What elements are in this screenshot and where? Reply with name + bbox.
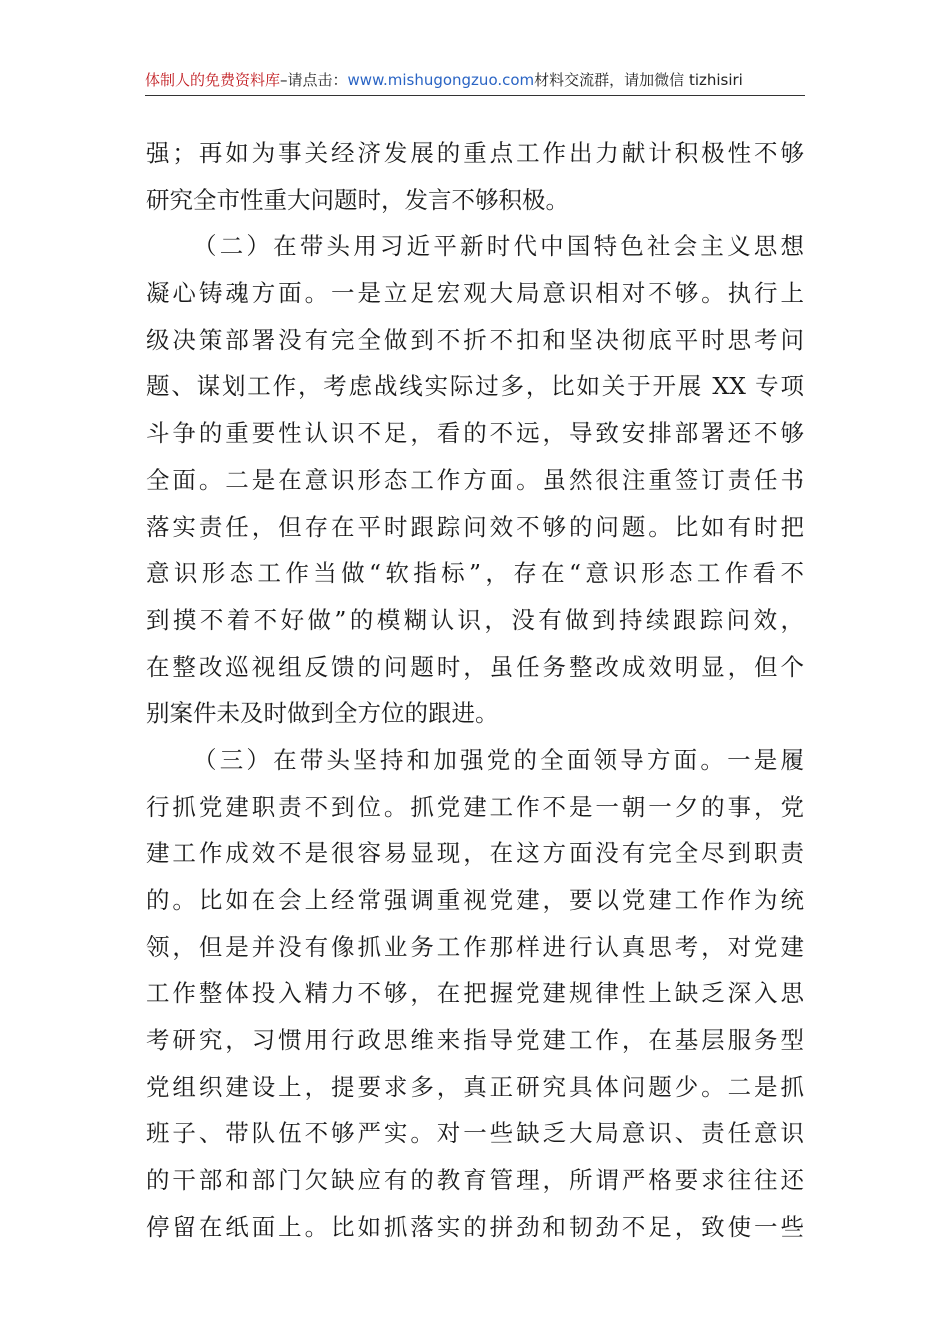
header-contact-text: 材料交流群，请加微信 tizhisiri — [534, 71, 743, 89]
text-line: 斗争的重要性认识不足，看的不远，导致安排部署还不够 — [146, 419, 804, 448]
text-line: 别案件未及时做到全方位的跟进。 — [146, 699, 499, 728]
header-website-link[interactable]: www.mishugongzuo.com — [347, 71, 535, 89]
text-line: 的。比如在会上经常强调重视党建，要以党建工作作为统 — [146, 886, 804, 914]
text-line: 题、谋划工作，考虑战线实际过多，比如关于开展 XX 专项 — [146, 372, 804, 401]
text-line: 领，但是并没有像抓业务工作那样进行认真思考，对党建 — [146, 932, 804, 961]
text-line: 凝心铸魂方面。一是立足宏观大局意识相对不够。执行上 — [146, 279, 804, 308]
header-divider — [145, 95, 805, 96]
section-heading-line: （二）在带头用习近平新时代中国特色社会主义思想 — [193, 232, 804, 261]
document-body — [146, 130, 804, 1251]
text-line: 落实责任，但存在平时跟踪问效不够的问题。比如有时把 — [146, 512, 804, 541]
page-header-banner — [145, 66, 805, 94]
header-click-prompt: –请点击： — [280, 71, 348, 89]
text-line: 行抓党建职责不到位。抓党建工作不是一朝一夕的事，党 — [146, 792, 804, 821]
text-line: 考研究，习惯用行政思维来指导党建工作，在基层服务型 — [146, 1026, 804, 1055]
text-line: 班子、带队伍不够严实。对一些缺乏大局意识、责任意识 — [146, 1119, 804, 1148]
text-line: 建工作成效不是很容易显现，在这方面没有完全尽到职责 — [146, 839, 804, 868]
text-line: 研究全市性重大问题时，发言不够积极。 — [146, 185, 569, 214]
text-line: 强；再如为事关经济发展的重点工作出力献计积极性不够 — [146, 139, 804, 167]
header-brand-text: 体制人的免费资料库 — [145, 71, 281, 89]
text-line: 的干部和部门欠缺应有的教育管理，所谓严格要求往往还 — [146, 1166, 804, 1195]
text-line: 停留在纸面上。比如抓落实的拼劲和韧劲不足，致使一些 — [146, 1212, 804, 1241]
text-line: 全面。二是在意识形态工作方面。虽然很注重签订责任书 — [146, 465, 804, 494]
text-line: 意识形态工作当做“软指标”，存在“意识形态工作看不 — [146, 559, 804, 588]
text-line: 党组织建设上，提要求多，真正研究具体问题少。二是抓 — [146, 1072, 804, 1101]
text-line: 级决策部署没有完全做到不折不扣和坚决彻底平时思考问 — [146, 325, 804, 354]
section-heading-line: （三）在带头坚持和加强党的全面领导方面。一是履 — [193, 745, 804, 774]
text-line: 到摸不着不好做”的模糊认识，没有做到持续跟踪问效， — [146, 605, 804, 634]
text-line: 工作整体投入精力不够，在把握党建规律性上缺乏深入思 — [146, 979, 804, 1008]
text-line: 在整改巡视组反馈的问题时，虽任务整改成效明显，但个 — [146, 652, 804, 681]
